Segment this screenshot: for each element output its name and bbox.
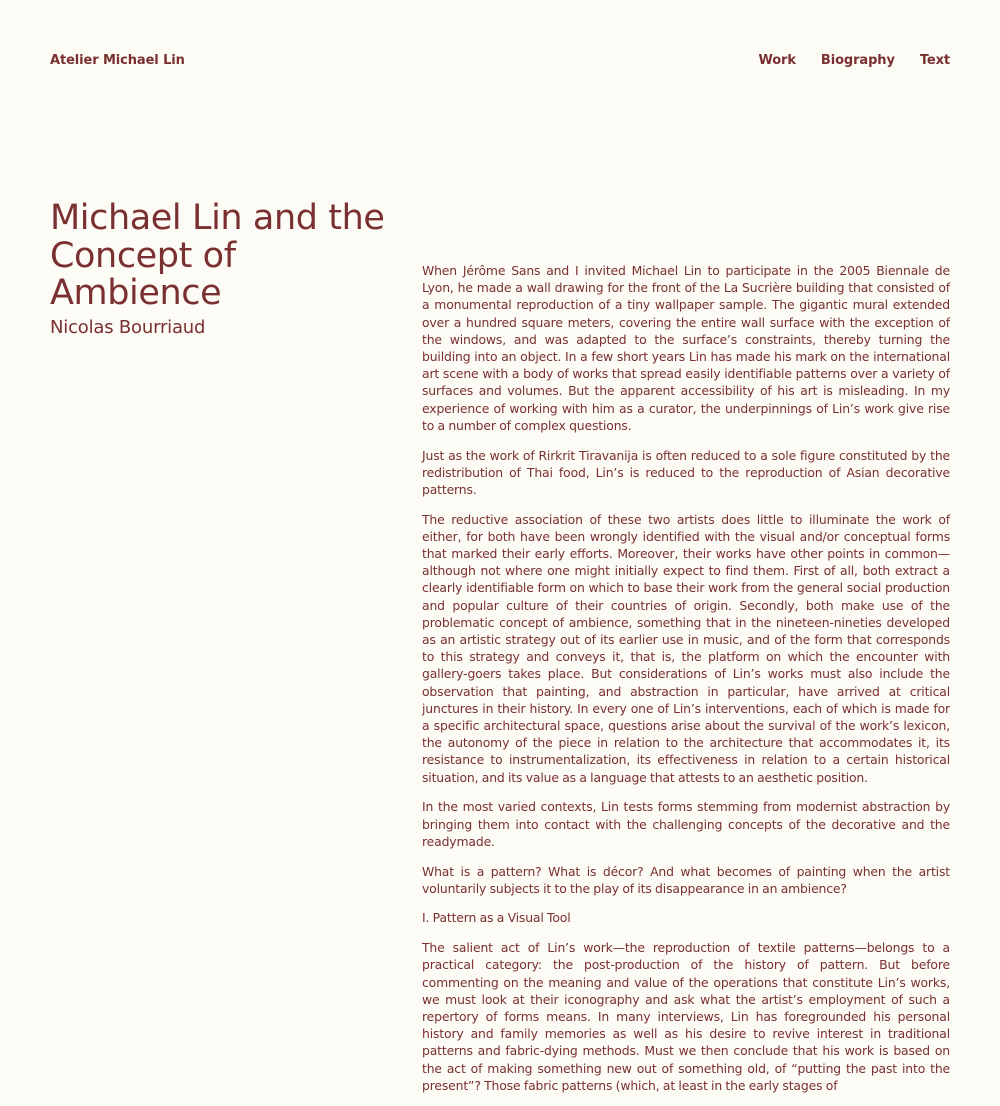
article-paragraph: The salient act of Lin’s work—the reproduction of textile patterns—belongs to a practical category: the post-production of the history of pattern. But before commenting on the meaning and value of the operations that constitute Lin’s works, we must look at their iconography and ask what the artist’s employment of such a repertory of forms means. In many interviews, Lin has foregrounded his personal history and family memories as well as his desire to revive interest in traditional patterns and fabric-dying methods. Must we then conclude that his work is based on the act of making something new out of something old, of “putting the past into the present”? Those fabric patterns (which, at least in the early stages of	[422, 940, 950, 1093]
nav-link-text[interactable]: Text	[919, 52, 950, 68]
article-paragraph: What is a pattern? What is décor? And what becomes of painting when the artist voluntarily subjects it to the play of its disappearance in an ambience?	[422, 863, 950, 896]
article-paragraph: Just as the work of Rirkrit Tiravanija is often reduced to a sole figure constituted by the redistribution of Thai food, Lin’s is reduced to the reproduction of Asian decorative patterns.	[422, 447, 950, 497]
nav-link-work[interactable]: Work	[758, 52, 796, 68]
article-title-block	[50, 200, 390, 340]
article-author: Nicolas Bourriaud	[50, 316, 206, 338]
nav-link-biography[interactable]: Biography	[820, 52, 895, 68]
section-heading: I. Pattern as a Visual Tool	[422, 910, 571, 926]
article-paragraph: The reductive association of these two artists does little to illuminate the work of either, for both have been wrongly identified with the visual and/or conceptual forms that marked their early efforts. Moreover, their works have other points in common—although not where one might initially expect to find them. First of all, both extract a clearly identifiable form on which to base their work from the general social production and popular culture of their countries of origin. Secondly, both make use of the problematic concept of ambience, something that in the nineteen-nineties developed as an artistic strategy out of its earlier use in music, and of the form that corresponds to this strategy and conveys it, that is, the platform on which the encounter with gallery-goers takes place. But considerations of Lin’s works must also include the observation that painting, and abstraction in particular, have arrived at critical junctures in their history. In every one of Lin’s interventions, each of which is made for a specific architectural space, questions arise about the survival of the work’s lexicon, the autonomy of the piece in relation to the architecture that accommodates it, its resistance to instrumentalization, its effectiveness in relation to a certain historical situation, and its value as a language that attests to an aesthetic position.	[422, 511, 950, 785]
main-nav	[758, 53, 950, 68]
article-title: Michael Lin and the Concept of Ambience	[50, 198, 385, 313]
article-paragraph: In the most varied contexts, Lin tests forms stemming from modernist abstraction by bringing them into contact with the challenging concepts of the decorative and the readymade.	[422, 799, 950, 849]
article-body	[422, 262, 950, 1106]
site-name-link[interactable]: Atelier Michael Lin	[50, 52, 185, 68]
article-paragraph: When Jérôme Sans and I invited Michael Lin to participate in the 2005 Biennale de Lyon, he made a wall drawing for the front of the La Sucrière building that consisted of a monumental reproduction of a tiny wallpaper sample. The gigantic mural extended over a hundred square meters, covering the entire wall surface with the exception of the windows, and was adapted to the surface’s constraints, thereby turning the building into an object. In a few short years Lin has made his mark on the international art scene with a body of works that spread easily identifiable patterns over a variety of surfaces and volumes. But the apparent accessibility of his art is misleading. In my experience of working with him as a curator, the underpinnings of Lin’s work give rise to a number of complex questions.	[422, 263, 950, 433]
site-header	[50, 50, 950, 70]
